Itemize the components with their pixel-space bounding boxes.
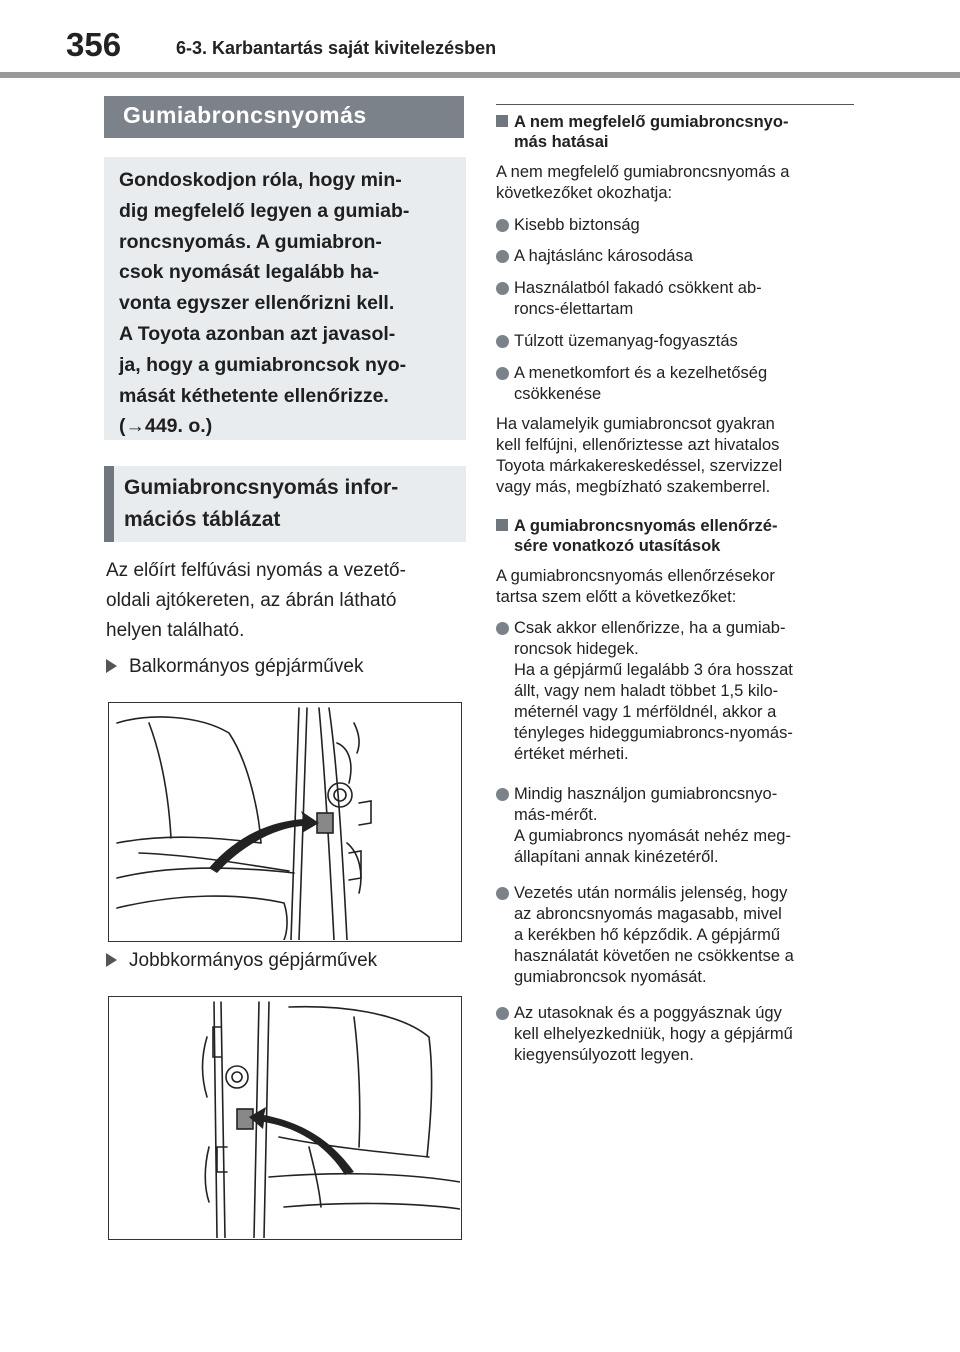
round-bullet-icon: [496, 367, 509, 380]
page-number: 356: [66, 26, 122, 63]
effect-item: Használatból fakadó csökkent ab- roncs-élettartam: [496, 278, 856, 320]
header-rule: [0, 72, 960, 78]
notice-text: Gondoskodjon róla, hogy min- dig megfelelő legyen a gumiab- roncsnyomás. A gumiabron- csok nyomását legalább ha- vonta egyszer ellenőrizni kell. A Toyota azonban azt javasol- ja, hogy a gumiabroncsok nyo- mását kéthetente ellenőrizze. (→449. o.): [119, 169, 410, 438]
round-bullet-icon: [496, 219, 509, 232]
effect-item: A hajtáslánc károsodása: [496, 246, 856, 267]
rhd-door-pillar-illustration: [108, 996, 462, 1240]
instructions-intro: A gumiabroncsnyomás ellenőrzésekor tartsa szem előtt a következőket:: [496, 567, 775, 606]
heading-instructions: A gumiabroncsnyomás ellenőrzé- sére vonatkozó utasítások: [496, 516, 856, 556]
lhd-door-pillar-illustration: [108, 702, 462, 942]
round-bullet-icon: [496, 887, 509, 900]
effect-item: A menetkomfort és a kezelhetőség csökkenése: [496, 363, 856, 405]
instruction-item: Csak akkor ellenőrizze, ha a gumiab- roncsok hidegek. Ha a gépjármű legalább 3 óra hosszat állt, vagy nem haladt többet 1,5 kilo- méternél vagy 1 mérföldnél, akkor a tényleges hideggumiabroncs-nyomás- értéket mérheti.: [496, 618, 856, 765]
section-title-bar: [104, 96, 464, 138]
page-header: [0, 0, 960, 80]
instruction-item: Vezetés után normális jelenség, hogy az abroncsnyomás magasabb, mivel a kerékben hő képződik. A gépjármű használatát követően ne csökkentse a gumiabroncsok nyomását.: [496, 883, 856, 988]
instruction-item: Az utasoknak és a poggyásznak úgy kell elhelyezkedniük, hogy a gépjármű kiegyensúlyozott legyen.: [496, 1003, 856, 1066]
page-reference-link[interactable]: (→449. o.): [119, 415, 213, 438]
heading-accent-bar: [104, 466, 114, 542]
instruction-item: Mindig használjon gumiabroncsnyo- más-mérőt. A gumiabroncs nyomását nehéz meg- állapítani annak kinézetéről.: [496, 784, 856, 868]
round-bullet-icon: [496, 250, 509, 263]
square-bullet-icon: [496, 115, 508, 127]
column-rule: [496, 104, 854, 105]
effects-intro: A nem megfelelő gumiabroncsnyomás a következőket okozhatja:: [496, 163, 790, 202]
section-title: Gumiabroncsnyomás: [123, 102, 367, 128]
round-bullet-icon: [496, 282, 509, 295]
round-bullet-icon: [496, 335, 509, 348]
arrow-bullet-icon: [106, 659, 117, 673]
notice-box: [104, 157, 466, 440]
rhd-illustration-svg: [109, 997, 460, 1238]
round-bullet-icon: [496, 1007, 509, 1020]
effect-item: Túlzott üzemanyag-fogyasztás: [496, 331, 856, 352]
heading-effects: A nem megfelelő gumiabroncsnyo- más hatásai: [496, 112, 856, 152]
square-bullet-icon: [496, 519, 508, 531]
lhd-illustration-svg: [109, 703, 460, 940]
chapter-title: 6-3. Karbantartás saját kivitelezésben: [176, 38, 497, 58]
round-bullet-icon: [496, 788, 509, 801]
arrow-bullet-icon: [106, 953, 117, 967]
intro-paragraph: Az előírt felfúvási nyomás a vezető- oldali ajtókereten, az ábrán látható helyen található.: [106, 560, 406, 641]
round-bullet-icon: [496, 622, 509, 635]
service-paragraph: Ha valamelyik gumiabroncsot gyakran kell felfújni, ellenőriztesse azt hivatalos Toyota márkakereskedéssel, szervizzel vagy más, megbízható szakemberrel.: [496, 415, 783, 496]
subsection-heading: Gumiabroncsnyomás infor- mációs táblázat: [104, 466, 466, 542]
effect-item: Kisebb biztonság: [496, 215, 856, 236]
lhd-label: Balkormányos gépjárművek: [106, 656, 363, 678]
rhd-label: Jobbkormányos gépjárművek: [106, 950, 377, 972]
